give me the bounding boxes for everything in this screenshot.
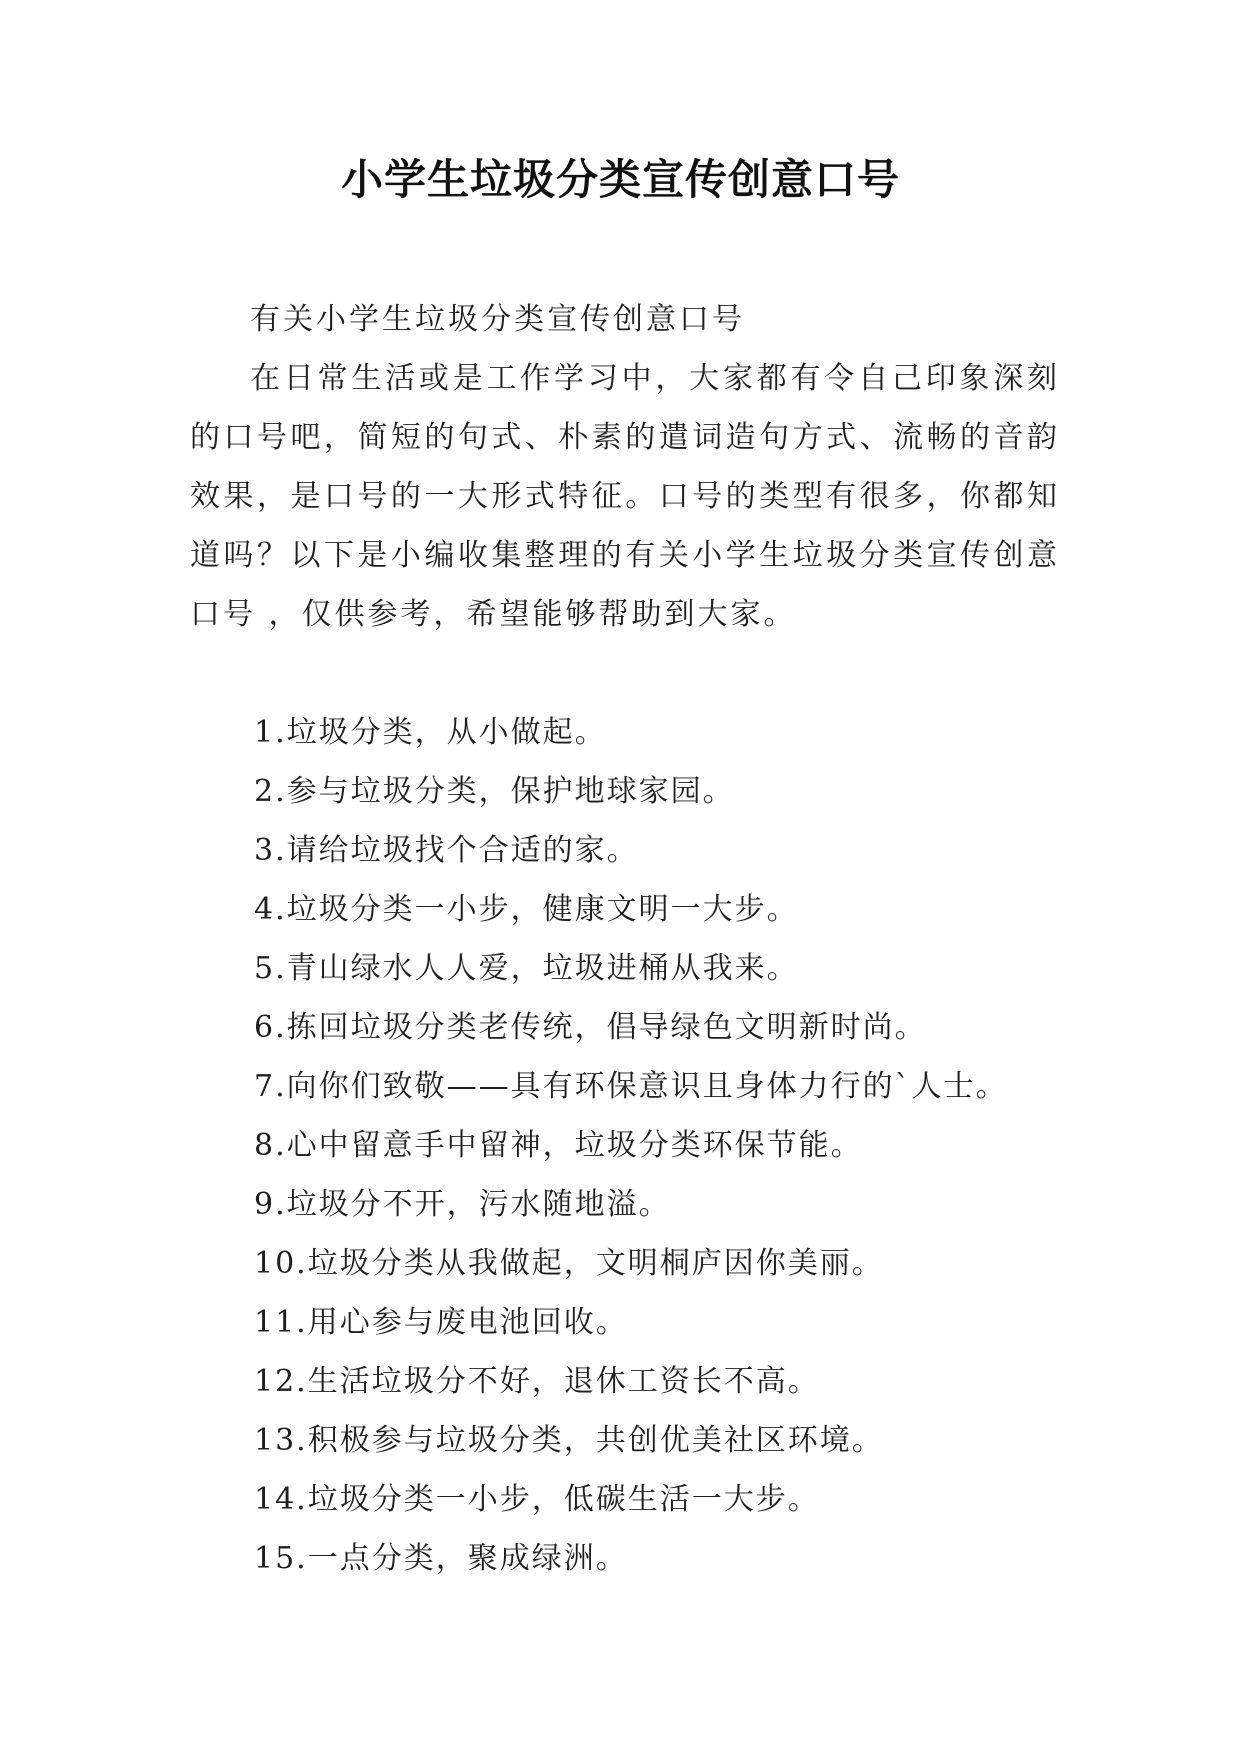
paragraph-spacer [190, 644, 1060, 703]
document-body [190, 290, 1060, 1588]
slogan-item: 1.垃圾分类，从小做起。 [254, 715, 607, 750]
slogan-item: 11.用心参与废电池回收。 [254, 1305, 628, 1340]
slogan-item: 9.垃圾分不开，污水随地溢。 [254, 1187, 671, 1222]
slogan-item: 10.垃圾分类从我做起，文明桐庐因你美丽。 [254, 1246, 884, 1281]
slogan-item: 7.向你们致敬——具有环保意识且身体力行的`人士。 [254, 1069, 1008, 1104]
subtitle-paragraph: 有关小学生垃圾分类宣传创意口号 [250, 302, 745, 337]
slogan-list [190, 703, 1060, 1588]
page-title: 小学生垃圾分类宣传创意口号 [340, 155, 900, 204]
slogan-item: 13.积极参与垃圾分类，共创优美社区环境。 [254, 1423, 884, 1458]
slogan-item: 6.拣回垃圾分类老传统，倡导绿色文明新时尚。 [254, 1010, 927, 1045]
slogan-item: 2.参与垃圾分类，保护地球家园。 [254, 774, 735, 809]
slogan-item: 15.一点分类，聚成绿洲。 [254, 1541, 628, 1576]
slogan-item: 12.生活垃圾分不好，退休工资长不高。 [254, 1364, 820, 1399]
slogan-item: 14.垃圾分类一小步，低碳生活一大步。 [254, 1482, 820, 1517]
slogan-item: 8.心中留意手中留神，垃圾分类环保节能。 [254, 1128, 863, 1163]
slogan-item: 5.青山绿水人人爱，垃圾进桶从我来。 [254, 951, 799, 986]
slogan-item: 3.请给垃圾找个合适的家。 [254, 833, 639, 868]
slogan-item: 4.垃圾分类一小步，健康文明一大步。 [254, 892, 799, 927]
intro-paragraph: 在日常生活或是工作学习中，大家都有令自己印象深刻的口号吧，简短的句式、朴素的遣词造句方式、流畅的音韵效果，是口号的一大形式特征。口号的类型有很多，你都知道吗？以下是小编收集整理的有关小学生垃圾分类宣传创意口号 ，仅供参考，希望能够帮助到大家。 [190, 361, 1060, 632]
